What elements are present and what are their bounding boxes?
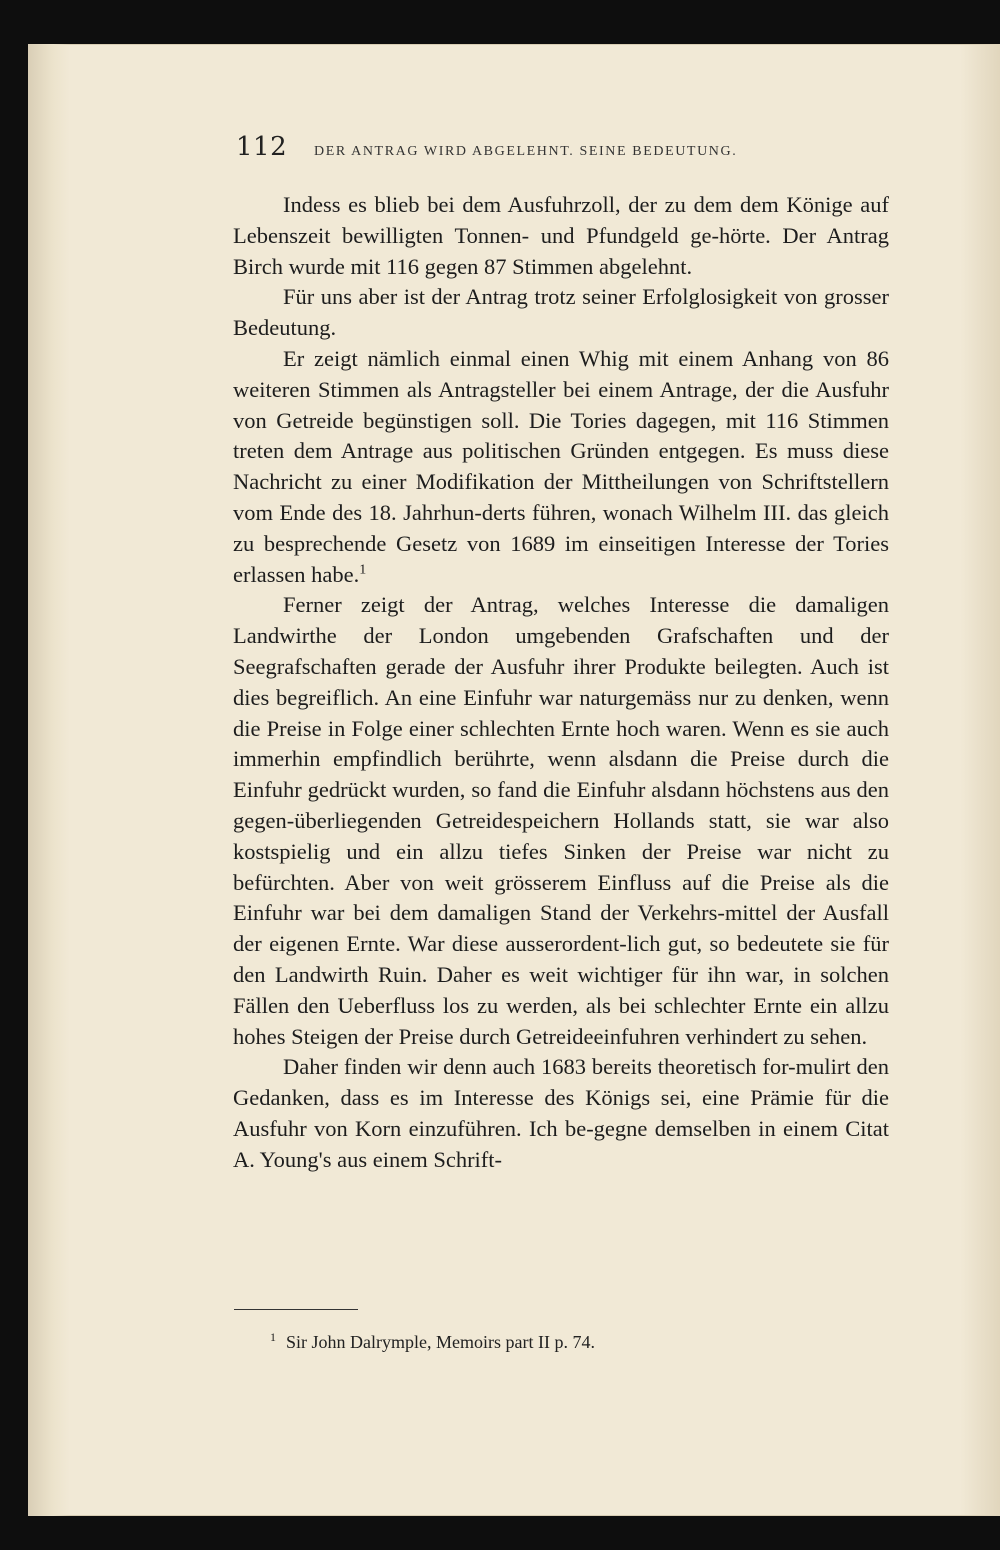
footnote-separator <box>234 1309 358 1310</box>
paragraph-4: Ferner zeigt der Antrag, welches Interesse die damaligen Landwirthe der London umgebenden Grafschaften und der Seegrafschaften gerade der Ausfuhr ihrer Produkte beilegten. Auch ist dies begreiflich. An eine Einfuhr war naturgemäss nur zu denken, wenn die Preise in Folge einer schlechten Ernte hoch waren. Wenn es sie auch immerhin empfindlich berührte, wenn alsdann die Preise durch die Einfuhr gedrückt wurden, so fand die Einfuhr alsdann höchstens aus den gegen-überliegenden Getreidespeichern Hollands statt, sie war also kostspielig und ein allzu tiefes Sinken der Preise war nicht zu befürchten. Aber von weit grösserem Einfluss auf die Preise als die Einfuhr war bei dem damaligen Stand der Verkehrs-mittel der Ausfall der eigenen Ernte. War diese ausserordent-lich gut, so bedeutete sie für den Landwirth Ruin. Daher es weit wichtiger für ihn war, in solchen Fällen den Ueberfluss los zu werden, als bei schlechter Ernte ein allzu hohes Steigen der Preise durch Getreideeinfuhren verhindert zu sehen. <box>233 592 889 1049</box>
paragraph-1: Indess es blieb bei dem Ausfuhrzoll, der zu dem dem Könige auf Lebenszeit bewilligten Tonnen- und Pfundgeld ge-hörte. Der Antrag Birch wurde mit 116 gegen 87 Stimmen abgelehnt. <box>233 192 889 279</box>
page-header <box>236 132 896 172</box>
running-head: DER ANTRAG WIRD ABGELEHNT. SEINE BEDEUTUNG. <box>314 144 738 159</box>
paragraph-3 <box>233 344 889 590</box>
paragraph-2: Für uns aber ist der Antrag trotz seiner Erfolglosigkeit von grosser Bedeutung. <box>233 284 889 341</box>
body-text <box>233 190 889 1176</box>
footnote-reference: 1 <box>359 562 367 578</box>
footnote-mark: 1 <box>270 1330 276 1344</box>
footnote <box>270 1332 870 1353</box>
paragraph-5: Daher finden wir denn auch 1683 bereits theoretisch for-mulirt den Gedanken, dass es im Interesse des Königs sei, eine Prämie für die Ausfuhr von Korn einzuführen. Ich be-gegne demselben in einem Citat A. Young's aus einem Schrift- <box>233 1054 889 1172</box>
paragraph-3-text: Er zeigt nämlich einmal einen Whig mit einem Anhang von 86 weiteren Stimmen als Antragsteller bei einem Antrage, der die Ausfuhr von Getreide begünstigen soll. Die Tories dagegen, mit 116 Stimmen treten dem Antrage aus politischen Gründen entgegen. Es muss diese Nachricht zu einer Modifikation der Mittheilungen von Schriftstellern vom Ende des 18. Jahrhun-derts führen, wonach Wilhelm III. das gleich zu besprechende Gesetz von 1689 im einseitigen Interesse der Tories erlassen habe. <box>233 345 889 587</box>
page-edge-shading <box>960 44 1000 1516</box>
page-gutter-shading <box>28 44 70 1516</box>
page-number: 112 <box>236 132 288 162</box>
footnote-text: Sir John Dalrymple, Memoirs part II p. 74. <box>286 1332 595 1352</box>
